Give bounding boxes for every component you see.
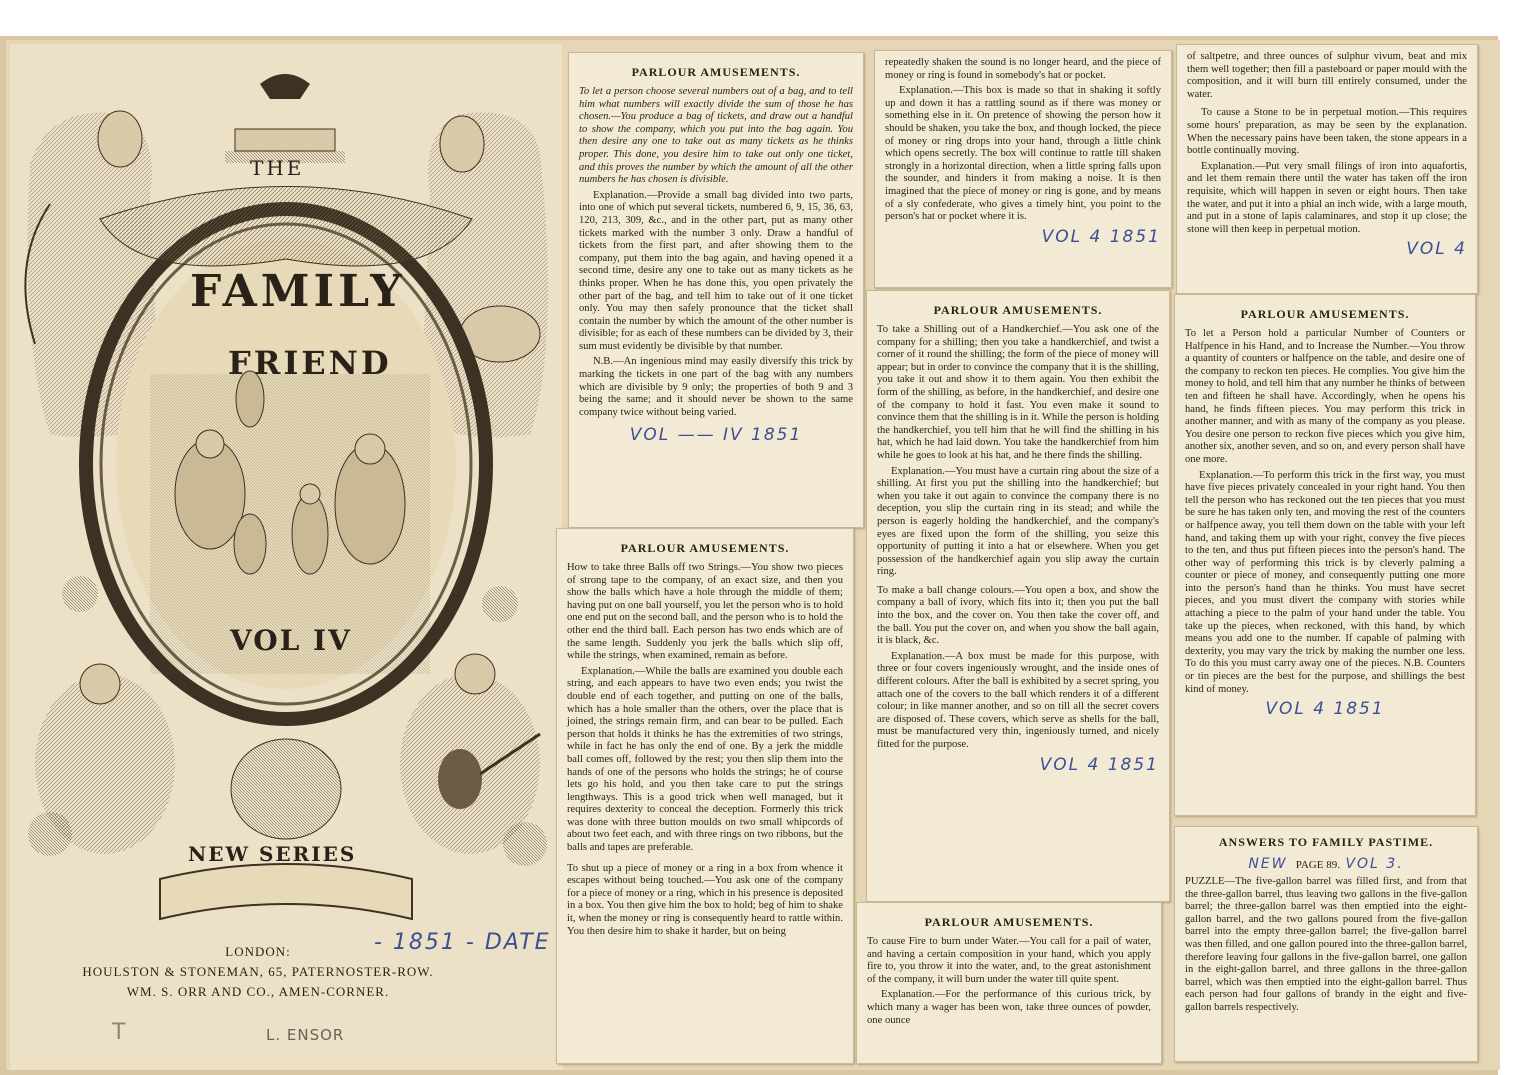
- title-the: THE: [250, 156, 305, 180]
- paragraph: N.B.—An ingenious mind may easily diversify this trick by marking the tickets in one part of the bag with any numbers which are divisible by 9 only; the properties of both 9 and 3 being the same; and it should never be shown to the same company twice without being varied.: [579, 356, 853, 418]
- paragraph: of saltpetre, and three ounces of sulphur vivum, beat and mix them well together; then fill a pasteboard or paper mould with the composition, and it will burn till entirely consumed, under the water.: [1187, 51, 1467, 100]
- paragraph: How to take three Balls off two Strings.—You show two pieces of strong tape to the company, of an exact size, and then you show the balls which have a hole through the middle of them; having put on one ball yourself, you let the person who is to hold one end put on the second ball, and the person who is to hold the other end the third ball. Each person has two ends which are of the same length. Suddenly you jerk the balls which slip off, while the strings, when examined, remain as before.: [567, 562, 843, 662]
- page-reference-line: [1185, 856, 1467, 872]
- page-reference: PAGE 89.: [1295, 859, 1340, 871]
- paragraph: To let a Person hold a particular Number of Counters or Halfpence in his Hand, and to Increase the Number.—You throw a quantity of counters or halfpence on the table, and desire one of the company to reckon ten pieces. He complies. You give him the money to hold, and tell him that any number he thinks of between ten and fifteen he shall have. Accordingly, when he opens his hand, he finds fifteen pieces. You may perform this trick in another manner, and with as many of the company as you please. You desire one person to reckon five pieces which you give him, another six, another seven, and so on, and every person shall have one more.: [1185, 328, 1465, 465]
- series-banner: NEW SERIES: [188, 842, 357, 866]
- paragraph: Explanation.—Put very small filings of iron into aquafortis, and let them remain there until the water has taken off the iron requisite, which will happen in seven or eight hours. Then take the water, and put it into a phial an inch wide, with a large mouth, and put in a stone of lapis calaminares, and stop it up close; the stone will then keep in perpetual motion.: [1187, 160, 1467, 235]
- beehive: [231, 739, 341, 839]
- clipping-parlour-amusements-2: [556, 528, 854, 1064]
- imprint-city: LONDON:: [225, 944, 291, 959]
- handwritten-date-note: - 1851 - DATE: [374, 930, 551, 955]
- paragraph: Explanation.—While the balls are examined you double each string, and each appears to have two even ends; you twist the double end of each together, and putting on one of the balls, which has a hole smaller than the others, over the place that is joined, the strings remain firm, and can bear to be pulled. Each person that holds it thinks he has the extremities of two strings, while in fact he has only the end of one. By a jerk the middle ball comes off, followed by the rest; you then slip them into the hands of one of the persons who holds the strings; he of course lets go his hold, and you then take care to put the strings lengthways. This is a good trick when well managed, but it requires dexterity to conceal the deception. Formerly this trick was done with three button moulds on two small whipcords of about two feet each, and with three rings on two ribbons, but the balls and tapes are preferable.: [567, 665, 843, 854]
- handwritten-volume-note: VOL 4 1851: [1041, 226, 1161, 247]
- handwritten-volume-note: VOL —— IV 1851: [629, 425, 803, 446]
- top-margin: [0, 0, 1518, 36]
- clipping-parlour-amusements-5: [1174, 294, 1476, 816]
- title-friend: FRIEND: [228, 344, 392, 382]
- clipping-heading: PARLOUR AMUSEMENTS.: [933, 303, 1103, 317]
- paragraph: To make a ball change colours.—You open a box, and show the company a ball of ivory, which fits into it; then you put the ball into the box, and the cover on. You then take the cover off, and the ball. You put the cover on, and when you show the ball again, it is black, &c.: [877, 584, 1159, 647]
- paragraph: Explanation.—Provide a small bag divided into two parts, into one of which put several tickets, numbered 6, 9, 15, 36, 63, 120, 213, 309, &c., and in the other part, put as many other tickets marked with the number 3 only. Draw a handful of tickets from the first part, and after showing them to the company, put them into the bag again, and having opened it a second time, desire any one to take out as many tickets as he thinks proper. When he has done this, you open privately the other part of the bag, and tell him to take out of it one ticket only. You may then safely pronounce that the ticket shall contain the number by which the amount of the other number is divisible; for as each of these numbers can be divided by 3, their sum must evidently be divisible by that number.: [579, 189, 853, 352]
- pencil-mark: T: [112, 1020, 126, 1045]
- paragraph: To let a person choose several numbers out of a bag, and to tell him what numbers will exactly divide the sum of those he has chosen.—You produce a bag of tickets, and draw out a handful to show the company, which you put into the bag again. You then desire any one to take out as many tickets as he thinks proper. This done, you desire him to take out only one ticket, and this proves the number by which the amount of all the other numbers he has chosen is divisible.: [579, 86, 853, 186]
- clipping-heading: ANSWERS TO FAMILY PASTIME.: [1218, 835, 1434, 849]
- paragraph: To cause Fire to burn under Water.—You call for a pail of water, and having a certain composition in your hand, which you apply fire to, you throw it into the water, and, to the great astonishment of the company, it will burn under the water till quite spent.: [867, 936, 1151, 985]
- imprint-publisher-2: WM. S. ORR AND CO., AMEN-CORNER.: [126, 984, 390, 999]
- clipping-parlour-amusements-1: [568, 52, 864, 528]
- clipping-answers-family-pastime: [1174, 826, 1478, 1062]
- clipping-parlour-amusements-4: [856, 902, 1162, 1064]
- paragraph: To take a Shilling out of a Handkerchief.—You ask one of the company for a shilling; then you take a handkerchief, and twist a corner of it round the shilling; the form of the piece of money will appear; but in order to convince the company that it is the shilling, you take it out and show it to them again. You then exhibit the form of the shilling, as before, in the handkerchief, and desire one of the company to hold it fast. You even make it sound to convince them that the shilling is in it. While the person is holding the handkerchief, you tell him that he will find the shilling in his hat, which he had laid down. You take the handkerchief from him while he goes to look at his hat, and he there finds the shilling.: [877, 324, 1159, 461]
- handwritten-volume-note: VOL 4: [1406, 239, 1467, 260]
- paragraph: Explanation.—This box is made so that in shaking it softly up and down it has a rattling sound as if there was money or something else in it. On pretence of showing the person how it should be shaken, you take the box, and though locked, the piece of money or ring drops into your hand, through a little chink which opens secretly. The box will continue to rattle till shaken strongly in a horizontal direction, when a little spring falls upon the sounder, and hinders it from making a noise. It is then imagined that the piece of money or ring is gone, and by means of a sly confederate, who gives a timely hint, you point to the person's hat or pocket where it is.: [885, 85, 1161, 223]
- paragraph: Explanation.—You must have a curtain ring about the size of a shilling. At first you put the shilling into the handkerchief; but when you take it out again to convince the company there is no deception, you slip the curtain ring in its stead; and while the person is eagerly holding the handkerchief, and the company's eyes are fixed upon the form of the shilling, you seize this opportunity of putting it into a hat or elsewhere. When you get possession of the handkerchief again you slip away the curtain ring.: [877, 465, 1159, 578]
- paragraph: Explanation.—To perform this trick in the first way, you must have five pieces privately concealed in your right hand. You then tell the person who has reckoned out the ten pieces that you must be sure he has taken only ten, and moving the rest of the counters or halfpence away, you tell them down on the table with your left hand, and taking them up with your right, convey the five pieces to the ten, and thus put fifteen pieces into the person's hand. The other way of performing this trick is by cleverly palming a counter or piece of money, and consequently putting one more into the person's hand than he thinks. You must have secret pieces, and you must divert the company with stories while attaching a piece to the palm of your hand under the table. You take up the pieces, when reckoned, with this hand, by which means you add one to the number. If capable of palming with dexterity, you may vary the trick by making the number one less. To do this you must carry away one of the pieces. N.B. Counters or tin pieces are the best for the purpose, and shillings the best kind of money.: [1185, 469, 1465, 695]
- clipping-parlour-amusements-3: [866, 290, 1170, 902]
- paragraph: To cause a Stone to be in perpetual motion.—This requires some hours' preparation, as may be seen by the explanation. When the necessary pains have been taken, the stone appears in a bottle continually moving.: [1187, 107, 1467, 157]
- clipping-continuation-fire-and-stone: [1176, 44, 1478, 294]
- title-family: FAMILY: [190, 266, 406, 317]
- paragraph: Explanation.—A box must be made for this purpose, with three or four covers ingeniously wrought, and the inside ones of different colours. After the ball is exhibited by a secret spring, you attach one of the covers to the ball which renders it of a different colour; in like manner another, and so on till all the secret covers are disposed of. These covers, which serve as shells for the ball, must be manufactured very thin, ingeniously turned, and nicely fitted for the purpose.: [877, 650, 1159, 750]
- handwritten-new-note: NEW: [1248, 856, 1288, 872]
- clipping-heading: PARLOUR AMUSEMENTS.: [1240, 307, 1410, 321]
- handwritten-volume-note: VOL 4 1851: [1265, 699, 1385, 720]
- paragraph: PUZZLE—The five-gallon barrel was filled first, and from that the three-gallon barrel, thus leaving two gallons in the five-gallon barrel; the three-gallon barrel was then emptied into the eight-gallon barrel, and the two gallons poured from the five-gallon barrel into the empty three-gallon barrel; the five-gallon barrel was then filled, and one gallon poured into the three-gallon barrel, therefore leaving four gallons in the five-gallon barrel, one gallon in the eight-gallon barrel, and three gallons in the three-gallon barrel, which was then emptied into the eight-gallon barrel. Thus each person had four gallons of brandy in the eight and five-gallon barrels respectively.: [1185, 876, 1467, 1013]
- volume-label: VOL IV: [230, 624, 352, 657]
- right-margin: [1498, 0, 1518, 1075]
- clipping-heading: PARLOUR AMUSEMENTS.: [924, 915, 1094, 929]
- imprint-publisher: HOULSTON & STONEMAN, 65, PATERNOSTER-ROW.: [82, 964, 434, 979]
- clipping-heading: PARLOUR AMUSEMENTS.: [620, 541, 790, 555]
- frontispiece-engraving: [10, 44, 562, 1070]
- paragraph: Explanation.—For the performance of this curious trick, by which many a wager has been won, take three ounces of powder, one ounce: [867, 989, 1151, 1026]
- handwritten-volume-note: VOL 4 1851: [1039, 754, 1159, 775]
- clipping-continuation-box-trick: [874, 50, 1172, 288]
- paragraph: repeatedly shaken the sound is no longer heard, and the piece of money or ring is found in somebody's hat or pocket.: [885, 57, 1161, 81]
- paragraph: To shut up a piece of money or a ring in a box from whence it escapes without being touched.—You ask one of the company for a piece of money or a ring, which in his presence is deposited in a box. You then give him the box to hold; beg of him to shake it, when the money or ring is consequently heard to rattle within. You then desire him to shake it harder, but on being: [567, 862, 843, 937]
- handwritten-volume-note: VOL 3.: [1345, 856, 1404, 872]
- owner-signature: L. ENSOR: [266, 1026, 345, 1044]
- clipping-heading: PARLOUR AMUSEMENTS.: [631, 65, 801, 79]
- frontispiece: [10, 44, 562, 1070]
